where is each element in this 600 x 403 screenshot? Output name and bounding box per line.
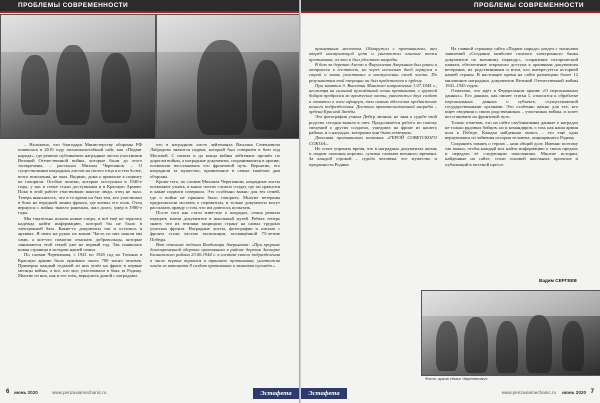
- section-label: ПРОБЛЕМЫ СОВРЕМЕННОСТИ: [18, 2, 129, 9]
- paragraph: Не стоит упрекать время, что в наградных документах жизнь и подвиг описаны коротко, сухими словами военного времени. За каждой строкой – судьба человека, его мужество и преданность Родине.: [309, 145, 437, 167]
- paragraph: Отмечено, что идёт в Федеральном архиве «О персональных данных». Его данных, как пишет статья 1, относятся к обработке персональных данных о субъекте, осуществляемой государственными органами. Это особенно важно для тех, кто ищет сведения о своих родственниках – участниках войны, и хочет восстановить их фронтовой путь.: [445, 88, 578, 120]
- section-label: ПРОБЛЕМЫ СОВРЕМЕННОСТИ: [473, 2, 584, 9]
- footer-date: июнь 2020: [14, 390, 38, 395]
- paragraph: На главной странице сайта «Подвиг народа» раздел с тысячами заявлений «Создание наиболее полного электронного банка документов по военному периоду», сохранение исторической памяти, обеспечение открытого доступа к архивным документам ветеранов, их родственникам и всем, кто интересуется историей нашей страны. В настоящее время на сайте размещено более 12 миллионов наградных документов Великой Отечественной войны 1941–1945 годов.: [445, 46, 578, 88]
- magazine-logo: Эстафета: [301, 388, 347, 399]
- paragraph: При занятии д. Высотки Минского направления 1.07.1944 г., несмотря на сильный пулемётный огонь противника, с группой бойцов пробрался во вражеские окопы, уничтожил двух солдат и захватил в плен офицера, тем самым обеспечив продвижение нашего подразделения. Достоин правительственной награды – ордена Красной Звезды.: [309, 82, 437, 114]
- author-signature: Вадим СЕРГЕЕВ: [539, 278, 577, 283]
- paragraph: Только отметим, что на сайте опубликованы данные о наградах не только рядовых бойцов, но и командиров, о том, как наша армия шла к Победе. Каждая найденная запись – это ещё одна вернувшаяся из забвения история человека, защищавшего Родину.: [445, 119, 578, 141]
- paragraph: Сохранить память о героях – наш общий долг. Именно поэтому так важно, чтобы каждый мог найти информацию о своих предках и передать её следующим поколениям. Многие истории, найденные на сайте, стали основой школьных проектов и публикаций в местной прессе.: [445, 140, 578, 167]
- footer-site: www.penzaviamechanic.ru: [501, 390, 556, 395]
- text-column-2: [445, 46, 578, 274]
- paragraph: После того как стало известно о наградах, семья решила передать копии документов в школьный музей. Ребята теперь знают, что их земляки защищали страну на самых трудных участках фронта. Наградные листы, фотографии и письма с фронта стали частью экспозиции, посвящённой 75‑летию Победы.: [150, 210, 280, 242]
- footer-site: www.penzaviamechanic.ru: [52, 390, 107, 395]
- text-column-1: [18, 142, 142, 380]
- photo-soldiers-group: [0, 14, 156, 139]
- paragraph: Эта фотография узнала Дейтр личном, не зная о судьбе свой родства сегодня вышла в свет. Продолжается работа по поиску сведений о других солдатах, ушедших на фронт из нашего района, и о наградах, которыми они были отмечены.: [309, 114, 437, 135]
- text-column-1: [309, 46, 437, 380]
- paragraph: Кроме того, по словам Михаила Черепанова, наградные листы позволяют узнать, в каких частях служил солдат, где он сражался и какие подвиги совершил. Это особенно важно для тех семей, где о войне не принято было говорить. Многие ветераны предпочитали молчать о пережитом, и только документы могут рассказать правду о том, что им довелось испытать.: [150, 178, 280, 210]
- right-page: [301, 0, 600, 403]
- photo-caption: Фото: архив семьи Черепановых: [425, 376, 488, 381]
- paragraph: Дополняя противником названия «ГЕРОЙ СОВЕТСКОГО СОЮЗА».: [309, 135, 437, 146]
- page-number: 7: [590, 389, 594, 395]
- magazine-logo: Эстафета: [253, 388, 299, 399]
- paragraph: что в наградном листе лейтенанта Василия Семеновича Лабрадова значится подвиг, который был совершён в бою под Москвой. С начала и до конца войны лейтенант прошёл по дорогам войны, а наградные документы, сохранившиеся в архиве, позволили восстановить его фронтовой путь. Вероятно, его наградили за мужество, проявленное в самые тяжёлые дни обороны.: [150, 142, 280, 179]
- paragraph: По словам Черепанова, с 1941 по 1945 год их Татьяна в Красную армию было призвано около 700 тысяч человек. Примерно каждый седьмой из них ушёл на фронт в первые месяцы войны, а все, кто мог, участвовали в боях за Родину. Многие из них, как и его отец, вернулись домой с наградами.: [18, 252, 142, 279]
- paragraph: В бою за деревню Азеево и Фаргалевка Аверьянов был ранен и отправлен в госпиталь, но через несколько дней вернулся в строй и вновь участвовал в наступлении своей части. По результатам той операции он был представлен к ордену.: [309, 61, 437, 83]
- photo-soldier-portrait: [156, 14, 299, 139]
- footer-date: июнь 2020: [562, 390, 586, 395]
- header-accent-line: [301, 11, 600, 13]
- paragraph: Мы тщательно искали новые следы, и всё ещё не терялась надежда найти информацию, которой бы не было в электронной базе. Какие‑то документы так и остались в архивах. Я имел на руках их копии. Часть из них нашли мы сами, а кое‑что помогли отыскать добровольцы, которые занимаются этой темой уже не первый год. Так появилась новая страница в истории нашей семьи.: [18, 215, 142, 252]
- paragraph: Вот описание подвига Владимира Аверьянова: «При прорыве долговременной обороны противника в районе деревни Заозерье Болшевского района 23.06.1944 г. в составе своего подразделения в числе первых ворвался в траншею противника, уничтожив огнём из автомата 8 солдат противника и захватив пулемёт.»: [150, 241, 280, 268]
- paragraph: – Наложено, что благодаря Министерству обороны РФ появилась в 2019 году полномасштабный сайт, как «Подвиг народа», где решено публиковать наградные листы участников Великой Отечественной войны, которые были до этого засекречены, – рассказал Михаил Черепанов. – О существовании наградных листов на своего отца я и тем более, всего поколения, не знал. Видимо, дома о приписке к подвигу не говорили. Особые поиски, которые поступили в 1940-е годы, у нас в семье стали доступными и в Красную Армию. Пока в этой работе участвовали многие люди, отец не знал. Теперь выяснилось, что в то время он был тем, кто участвовал в боях на передней линии фронта, где воевал его полк. Отец вернулся с войны тяжело раненым, жил долго, умер в 1980-е годы.: [18, 142, 142, 216]
- header-accent-line: [0, 11, 299, 13]
- page-footer: [301, 385, 600, 403]
- page-number: 6: [6, 389, 10, 395]
- paragraph: приметным месттом. Обнаружил с противником, шел вперёд наступающей цепи и уничтожил огневые точки противника, за что и был удостоен награды.: [309, 46, 437, 62]
- left-page: [0, 0, 299, 403]
- page-footer: [0, 385, 299, 403]
- text-column-2: [150, 142, 280, 380]
- photo-parade: [421, 290, 600, 376]
